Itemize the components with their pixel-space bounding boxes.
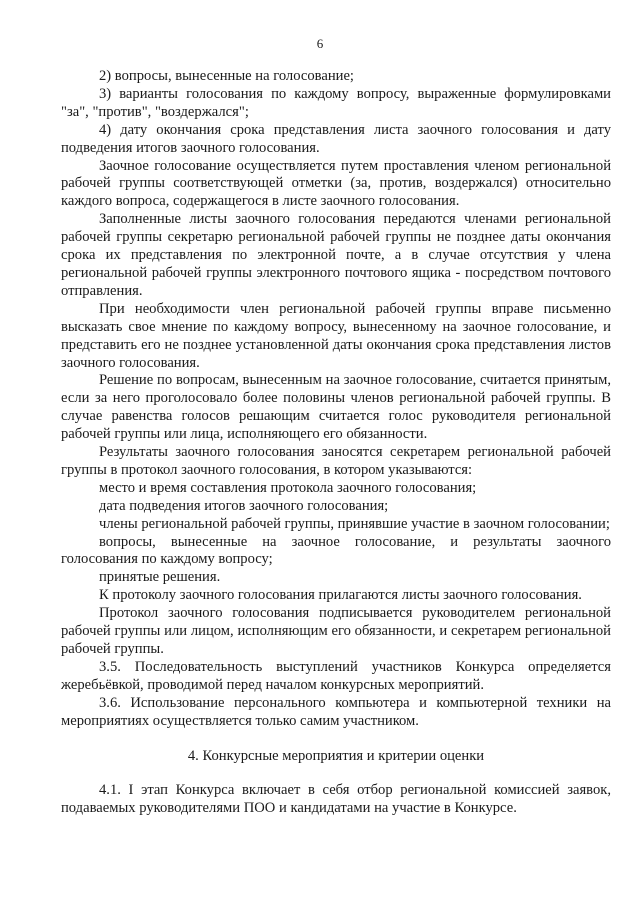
paragraph: 3) варианты голосования по каждому вопросу, выраженные формулировками "за", "против", "воздержался"; [61,85,611,120]
paragraph: К протоколу заочного голосования прилагаются листы заочного голосования. [99,587,582,604]
paragraph: члены региональной рабочей группы, принявшие участие в заочном голосовании; [99,515,610,532]
paragraph: 3.5. Последовательность выступлений участников Конкурса определяется жеребьёвкой, проводимой перед началом конкурсных мероприятий. [61,658,611,693]
paragraph: дата подведения итогов заочного голосования; [99,497,389,514]
paragraph: вопросы, вынесенные на заочное голосование, и результаты заочного голосования по каждому вопросу; [61,533,611,568]
page-number: 6 [316,36,324,51]
paragraph: Заочное голосование осуществляется путем проставления членом региональной рабочей группы соответствующей отметки (за, против, воздержался) относительно каждого вопроса, содержащегося в листе заочного голосования. [61,157,611,210]
paragraph: Результаты заочного голосования заносятся секретарем региональной рабочей группы в протокол заочного голосования, в котором указываются: [61,444,611,478]
paragraph: 3.6. Использование персонального компьютера и компьютерной техники на мероприятиях осуществляется только самим участником. [61,694,611,729]
paragraph: 4.1. I этап Конкурса включает в себя отбор региональной комиссией заявок, подаваемых руководителями ПОО и кандидатами на участие в Конкурсе. [61,782,611,817]
paragraph: 2) вопросы, вынесенные на голосование; [99,68,354,84]
paragraph: место и время составления протокола заочного голосования; [99,479,477,496]
paragraph: Решение по вопросам, вынесенным на заочное голосование, считается принятым, если за него проголосовало более половины членов региональной рабочей группы. В случае равенства голосов решающим считается голос руководителя региональной рабочей группы или лица, исполняющего его обязанности. [61,372,611,443]
paragraph: При необходимости член региональной рабочей группы вправе письменно высказать свое мнение по каждому вопросу, вынесенному на заочное голосование, и представить его не позднее установленной даты окончания срока представления листов заочного голосования. [61,300,611,371]
paragraph: 4) дату окончания срока представления листа заочного голосования и дату подведения итогов заочного голосования. [61,121,611,156]
section-heading: 4. Конкурсные мероприятия и критерии оценки [187,747,485,764]
paragraph: Протокол заочного голосования подписывается руководителем региональной рабочей группы или лицом, исполняющим его обязанности, и секретарем региональной рабочей группы. [61,605,611,657]
paragraph: Заполненные листы заочного голосования передаются членами региональной рабочей группы секретарю региональной рабочей группы не позднее даты окончания срока их представления по электронной почте, а в случае отсутствия у члена региональной рабочей группы электронного почтового ящика - посредством почтового отправления. [61,211,611,299]
paragraph: принятые решения. [99,569,221,586]
document-body [61,68,611,818]
